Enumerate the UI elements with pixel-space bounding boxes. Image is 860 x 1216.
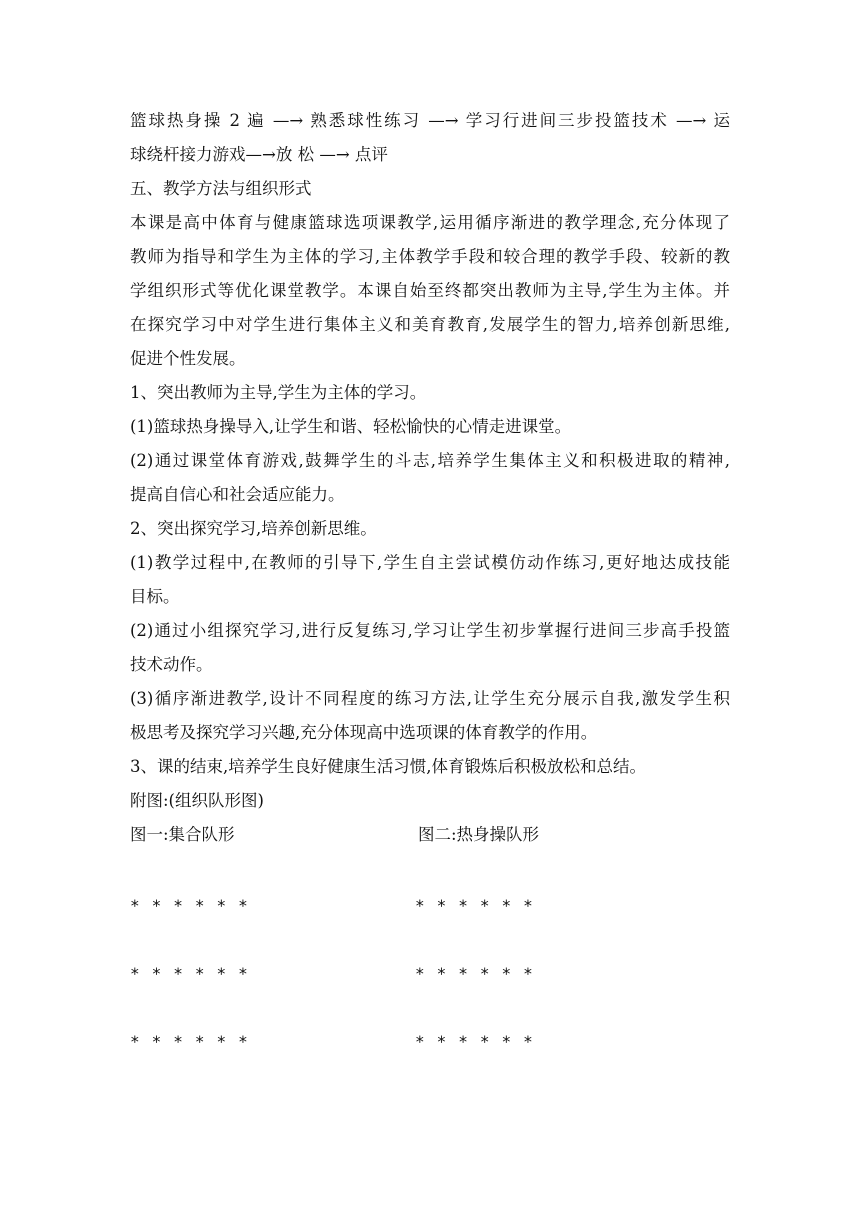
point2-item-1-line-1: (1)教学过程中,在教师的引导下,学生自主尝试模仿动作练习,更好地达成技能 [130,553,730,572]
fig2-row-3: ****** [415,1032,545,1051]
fig1-row-2: ****** [130,964,260,983]
intro-line-3: 学组织形式等优化课堂教学。本课自始至终都突出教师为主导,学生为主体。并 [130,281,730,300]
point2-item-1-line-2: 目标。 [130,587,180,606]
point2-title: 2、突出探究学习,培养创新思维。 [130,519,377,538]
point1-item-2-line-2: 提高自信心和社会适应能力。 [130,485,345,504]
point1-item-1: (1)篮球热身操导入,让学生和谐、轻松愉快的心情走进课堂。 [130,417,572,436]
fig1-row-3: ****** [130,1032,260,1051]
point1-item-2-line-1: (2)通过课堂体育游戏,鼓舞学生的斗志,培养学生集体主义和积极进取的精神, [130,451,730,470]
flow-line-1: 篮球热身操 2 遍 —→ 熟悉球性练习 —→ 学习行进间三步投篮技术 —→ 运 [130,111,730,130]
intro-line-4: 在探究学习中对学生进行集体主义和美育教育,发展学生的智力,培养创新思维, [130,315,730,334]
fig1-row-1: ****** [130,896,260,915]
intro-line-5: 促进个性发展。 [130,349,246,368]
flow-line-2: 球绕杆接力游戏—→放 松 —→ 点评 [130,145,388,164]
point2-item-3-line-2: 极思考及探究学习兴趣,充分体现高中选项课的体育教学的作用。 [130,723,598,742]
point2-item-2-line-2: 技术动作。 [130,655,213,674]
fig1-title: 图一:集合队形 [130,825,235,844]
figure-titles [130,818,730,852]
fig2-row-1: ****** [415,896,545,915]
fig2-title: 图二:热身操队形 [418,825,540,844]
intro-line-1: 本课是高中体育与健康篮球选项课教学,运用循序渐进的教学理念,充分体现了 [130,213,730,232]
point2-item-3-line-1: (3)循序渐进教学,设计不同程度的练习方法,让学生充分展示自我,激发学生积 [130,689,730,708]
point2-item-2-line-1: (2)通过小组探究学习,进行反复练习,学习让学生初步掌握行进间三步高手投篮 [130,621,730,640]
point1-title: 1、突出教师为主导,学生为主体的学习。 [130,383,427,402]
formation-figures [130,852,730,1072]
fig2-row-2: ****** [415,964,545,983]
appendix-title: 附图:(组织队形图) [130,791,264,810]
intro-line-2: 教师为指导和学生为主体的学习,主体教学手段和较合理的教学手段、较新的教 [130,247,730,266]
point3: 3、课的结束,培养学生良好健康生活习惯,体育锻炼后积极放松和总结。 [130,757,646,776]
section-heading: 五、教学方法与组织形式 [130,179,312,198]
document-page [130,104,730,1072]
